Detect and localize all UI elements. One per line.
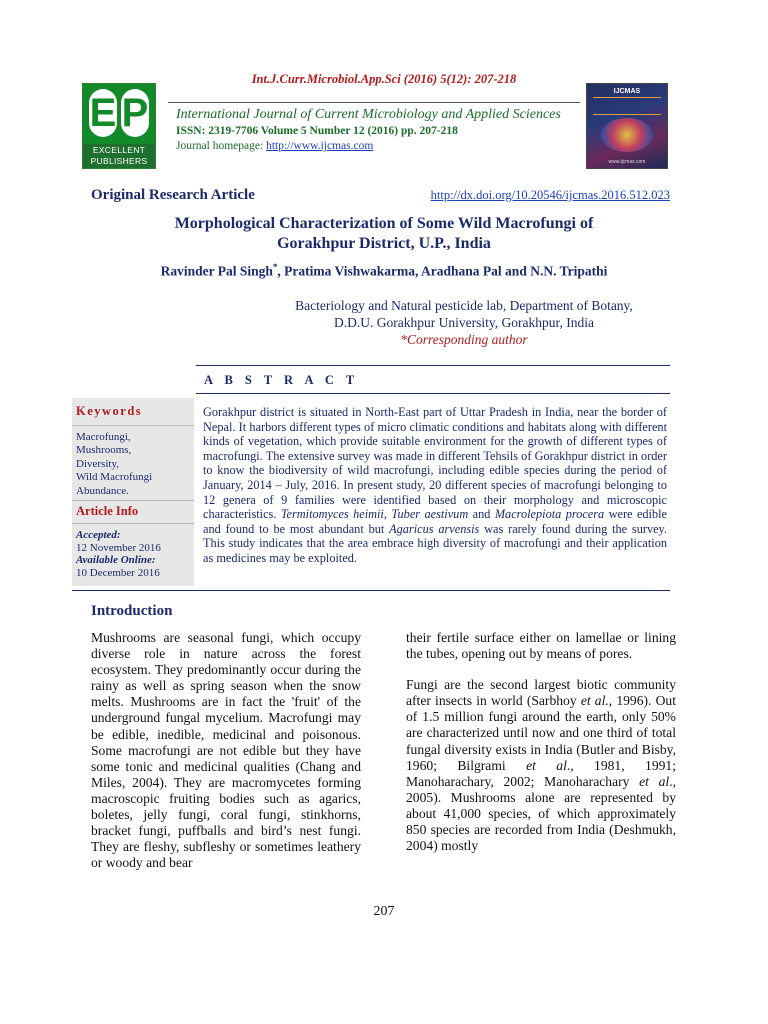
species-name: Tuber aestivum [391,507,469,522]
affiliation-line-2: D.D.U. Gorakhpur University, Gorakhpur, India [334,315,594,330]
cover-artwork [601,118,653,152]
logo-line-2: PUBLISHERS [90,156,148,166]
corresponding-mark: * [272,262,278,272]
species-name: Macrolepiota procera [494,507,605,522]
corresponding-author: *Corresponding author [400,332,528,347]
journal-cover-image [586,83,668,169]
page-number: 207 [373,904,395,919]
article-info-rule [72,523,194,524]
et-al: et al [639,773,670,789]
homepage-link[interactable]: http://www.ijcmas.com [266,140,374,152]
keywords-heading: Keywords [76,404,143,418]
paragraph-segment: Fungi are the second largest biotic community after insects in world (Sarbhoy [406,677,676,709]
abstract-segment: Gorakhpur district is situated in North-East part of Uttar Pradesh in India, near the border of Nepal. It harbors different types of micro climatic conditions and habitats along with different kinds of vegetation, which provide suitable environment for the growth of different types of macrofungi. The extensive survey was made in different Tehsils of Gorakhpur district in order to know the biodiversity of wild macrofungi, including edible species during the period of January, 2014 – July, 2016. In present study, 20 different species of macrofungi belonging to 12 genera of 9 families were identified based on their morphology and microscopic characteristics. [203,405,667,522]
journal-homepage [176,140,373,152]
abstract-segment: were edible and found to be most abundant but [203,507,667,536]
affiliation-line-1: Bacteriology and Natural pesticide lab, Department of Botany, [295,298,633,313]
keywords-rule [72,425,194,426]
keyword-item: Abundance. [76,484,129,497]
abstract-heading: A B S T R A C T [204,373,359,387]
keyword-item: Macrofungi, [76,431,131,443]
article-type: Original Research Article [91,187,255,203]
logo-text [83,144,155,168]
paragraph-segment: 1996). Out of 1.5 million fungi around the earth, only 50% are characterized until now and one third of total fungal diversity exists in India (Butler and Bisby, 1960; Bilgrami [406,693,676,773]
keyword-item: Wild Macrofungi [76,471,153,484]
body-paragraph [406,677,676,854]
abstract-bottom-rule [72,590,670,591]
introduction-heading: Introduction [91,603,173,619]
cover-url: www.ijcmas.com [608,159,646,165]
keywords-sidebar [72,398,194,586]
abstract-segment: , [383,507,392,522]
affiliation [0,297,768,348]
doi-link[interactable]: http://dx.doi.org/10.20546/ijcmas.2016.512.023 [430,188,670,202]
header-divider [168,102,580,103]
available-date: 10 December 2016 [76,566,160,579]
title-line-2: Gorakhpur District, U.P., India [277,235,491,252]
abstract-segment: was rarely found during the survey. This study indicates that the area embrace high diversity of macrofungi and their application as medicines may be exploited. [203,521,667,565]
article-title [0,214,768,254]
journal-citation: Int.J.Curr.Microbiol.App.Sci (2016) 5(12): 207-218 [251,72,517,86]
author-list [0,262,768,280]
body-paragraph: their fertile surface either on lamellae or lining the tubes, opening out by means of pores. [406,630,676,662]
article-info-heading: Article Info [76,504,139,518]
title-line-1: Morphological Characterization of Some Wild Macrofungi of [174,215,594,232]
keyword-item: Diversity, [76,457,119,470]
publisher-logo [82,83,156,169]
homepage-label: Journal homepage: [176,140,267,152]
paragraph-segment: ., 2005). Mushrooms alone are represented by about 41,000 species, of which approximately 850 species are recorded from India (Deshmukh, 2004) mostly [406,773,676,854]
logo-line-1: EXCELLENT [92,145,146,155]
et-al: et al., [580,693,613,709]
abstract-top-rule [196,365,670,366]
article-info-top-rule [72,500,194,501]
body-column-left [91,630,361,886]
accepted-label: Accepted: [76,529,121,541]
keywords-list [76,431,152,498]
abstract-text [203,405,667,566]
article-info-dates [76,529,161,579]
logo-emblem [83,84,155,144]
journal-name: International Journal of Current Microbiology and Applied Sciences [176,107,561,122]
cover-title: IJCMAS [613,88,641,95]
body-column-right [406,630,676,869]
logo-letter-e-icon: E [89,91,117,135]
species-name: Termitomyces heimii [280,507,384,522]
et-al: et al [526,757,567,773]
accepted-date: 12 November 2016 [76,541,161,554]
author-first: Ravinder Pal Singh [160,263,273,279]
keyword-item: Mushrooms, [76,444,132,457]
abstract-segment: and [468,507,495,522]
paragraph-segment: ., 1981, 1991; Manoharachary, 2002; Manoharachary [406,757,676,789]
body-paragraph: Mushrooms are seasonal fungi, which occupy diverse role in nature across the forest ecosystem. They predominantly occur during the rainy as well as spring season when the snow melts. Mushrooms are in fact the 'fruit' of the underground fungal mycelium. Macrofungi may be edible, inedible, medicinal and poisonous. Some macrofungi are not edible but they have some tonic and medicinal qualities (Chang and Miles, 2004). They are macromycetes forming macroscopic fruiting bodies such as agarics, boletes, jelly fungi, coral fungi, stinkhorns, bracket fungi, puffballs and bird’s nest fungi. They are fleshy, subfleshy or sometimes leathery or woody and bear [91,630,361,871]
species-name: Agaricus arvensis [389,521,480,536]
logo-letter-p-icon: P [121,91,149,135]
available-label: Available Online: [76,554,156,566]
issn-line: ISSN: 2319-7706 Volume 5 Number 12 (2016) pp. 207-218 [176,125,458,137]
cover-decoration [593,97,661,115]
authors-rest: , Pratima Vishwakarma, Aradhana Pal and N.N. Tripathi [277,263,608,279]
abstract-heading-rule [196,393,670,394]
